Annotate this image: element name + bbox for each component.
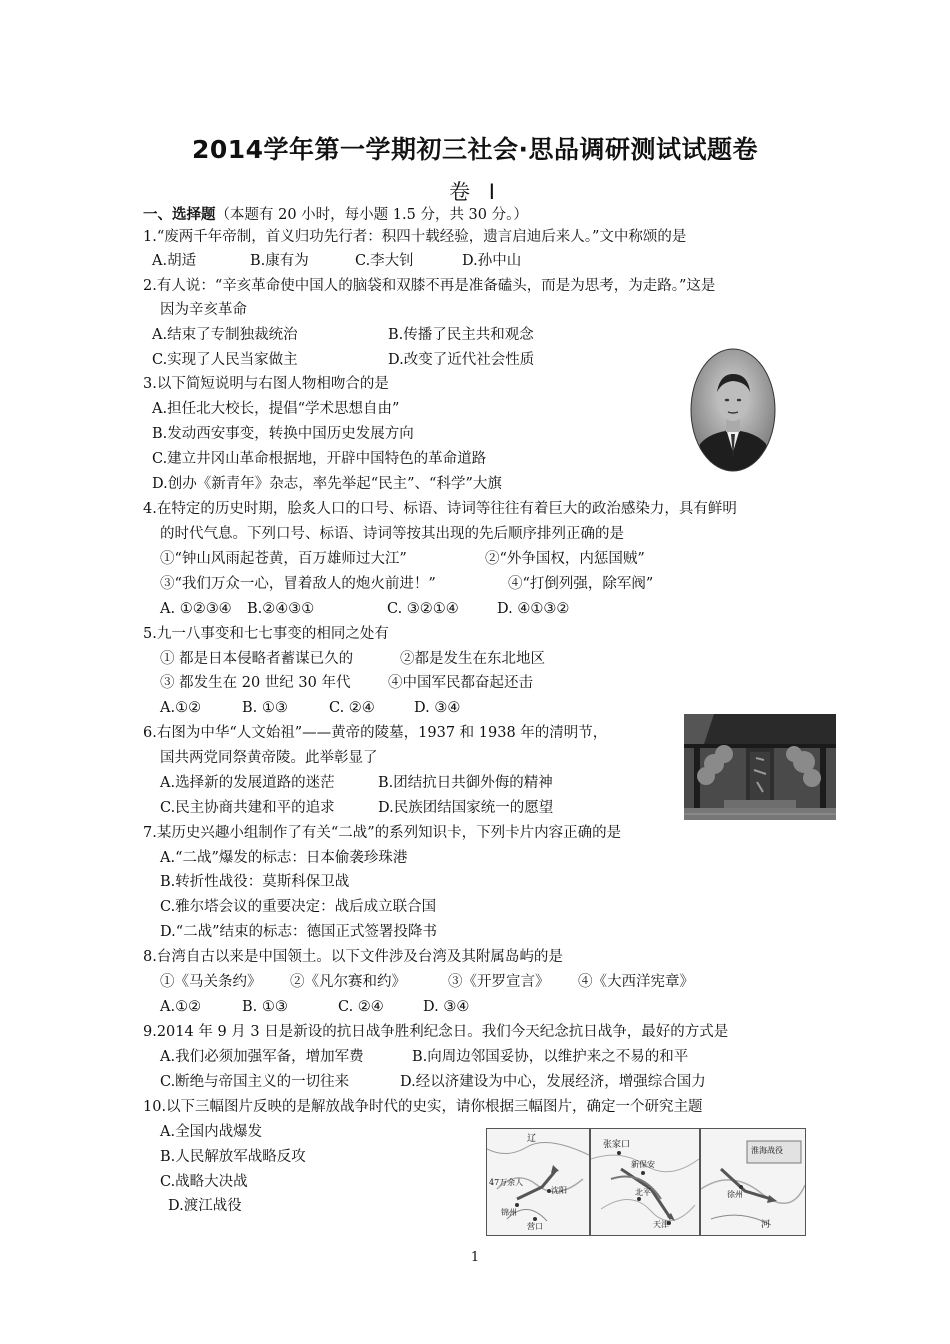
q4-item-4: ④“打倒列强，除军阀” <box>508 576 654 592</box>
q4-options <box>160 598 569 620</box>
map1-label-d: 锦州 <box>501 1208 517 1217</box>
q4-item-1: ①“钟山风雨起苍黄，百万雄师过大江” <box>160 551 407 567</box>
q8-item-1: ①《马关条约》 <box>160 974 262 990</box>
q4-item-3: ③“我们万众一心，冒着敌人的炮火前进！” <box>160 576 436 592</box>
q9-stem: 9.2014 年 9 月 3 日是新设的抗日战争胜利纪念日。我们今天纪念抗日战争，最好的方式是 <box>143 1024 729 1040</box>
map1-label-b: 沈阳 <box>551 1186 567 1195</box>
q5-stem: 5.九一八事变和七七事变的相同之处有 <box>143 626 389 642</box>
q10-option-d: D.渡江战役 <box>168 1198 242 1214</box>
q5-option-a: A.①② <box>160 700 202 716</box>
q5-item-1: ① 都是日本侵略者蓄谋已久的 <box>160 651 354 667</box>
q4-stem-cont: 的时代气息。下列口号、标语、诗词等按其出现的先后顺序排列正确的是 <box>160 526 624 542</box>
q1-option-a: A.胡适 <box>152 253 197 269</box>
q9-option-c: C.断绝与帝国主义的一切往来 <box>160 1074 350 1090</box>
page-number: 1 <box>470 1250 480 1265</box>
q2-option-a: A.结束了专制独裁统治 <box>152 327 298 343</box>
q3-option-b: B.发动西安事变，转换中国历史发展方向 <box>152 426 414 442</box>
map2-label-b: 新保安 <box>631 1160 655 1169</box>
map1-label-e: 营口 <box>527 1222 543 1231</box>
q10-option-b: B.人民解放军战略反攻 <box>160 1149 306 1165</box>
q2-stem: 2.有人说：“辛亥革命使中国人的脑袋和双膝不再是准备磕头，而是为思考，为走路。”这是 <box>143 278 716 294</box>
q4-item-2: ②“外争国权，内惩国贼” <box>485 551 645 567</box>
q3-option-a: A.担任北大校长，提倡“学术思想自由” <box>152 401 400 417</box>
q8-option-c: C. ②④ <box>338 999 384 1015</box>
q3-stem: 3.以下简短说明与右图人物相吻合的是 <box>143 376 389 392</box>
map3-label-a: 淮海战役 <box>751 1146 783 1155</box>
q5-option-d: D. ③④ <box>414 700 461 716</box>
q6-stem-cont: 国共两党同祭黄帝陵。此举彰显了 <box>160 750 378 766</box>
map2-label-c: 北平 <box>635 1188 651 1197</box>
tomb-image <box>684 714 836 820</box>
q7-option-a: A.“二战”爆发的标志：日本偷袭珍珠港 <box>160 850 408 866</box>
q8-item-2: ②《凡尔赛和约》 <box>290 974 406 990</box>
q8-item-3: ③《开罗宣言》 <box>448 974 550 990</box>
q5-item-2: ②都是发生在东北地区 <box>400 651 545 667</box>
q6-option-b: B.团结抗日共御外侮的精神 <box>378 775 553 791</box>
map1-label-a: 辽 <box>527 1134 537 1144</box>
q1-option-c: C.李大钊 <box>355 253 414 269</box>
q5-item-3: ③ 都发生在 20 世纪 30 年代 <box>160 675 351 691</box>
portrait-image <box>690 348 776 472</box>
q5-option-b: B. ①③ <box>242 700 288 716</box>
q6-option-d: D.民族团结国家统一的愿望 <box>378 800 554 816</box>
map3-label-c: 河 <box>761 1220 771 1230</box>
q7-option-c: C.雅尔塔会议的重要决定：战后成立联合国 <box>160 899 437 915</box>
section-header <box>143 204 528 226</box>
map3-label-b: 徐州 <box>727 1190 743 1199</box>
q2-stem-cont: 因为辛亥革命 <box>160 302 247 318</box>
q4-stem: 4.在特定的历史时期，脍炙人口的口号、标语、诗词等往往有着巨大的政治感染力，具有鲜明 <box>143 501 737 517</box>
q2-option-c: C.实现了人民当家做主 <box>152 352 298 368</box>
q8-items <box>160 971 694 993</box>
q8-option-b: B. ①③ <box>242 999 288 1015</box>
q6-stem: 6.右图为中华“人文始祖”——黄帝的陵墓，1937 和 1938 年的清明节， <box>143 725 608 741</box>
q10-stem: 10.以下三幅图片反映的是解放战争时代的史实，请你根据三幅图片，确定一个研究主题 <box>143 1099 703 1115</box>
q8-option-a: A.①② <box>160 999 202 1015</box>
huangdi-tomb-photo <box>684 714 836 820</box>
q9-option-a: A.我们必须加强军备，增加军费 <box>160 1049 364 1065</box>
map2-label-d: 天津 <box>653 1220 669 1229</box>
map-liaoshen <box>486 1128 590 1236</box>
q2-option-d: D.改变了近代社会性质 <box>388 352 535 368</box>
portrait-photo <box>690 348 776 472</box>
map2-label-a: 张家口 <box>603 1140 631 1150</box>
page-subtitle: 卷 Ⅰ <box>449 180 501 204</box>
q6-option-a: A.选择新的发展道路的迷茫 <box>160 775 335 791</box>
q9-option-d: D.经以济建设为中心，发展经济，增强综合国力 <box>400 1074 706 1090</box>
q9-option-b: B.向周边邻国妥协，以维护来之不易的和平 <box>412 1049 689 1065</box>
q5-item-4: ④中国军民都奋起还击 <box>388 675 533 691</box>
q7-stem: 7.某历史兴趣小组制作了有关“二战”的系列知识卡，下列卡片内容正确的是 <box>143 825 622 841</box>
q3-option-d: D.创办《新青年》杂志，率先举起“民主”、“科学”大旗 <box>152 476 502 492</box>
q2-option-b: B.传播了民主共和观念 <box>388 327 534 343</box>
q4-option-a: A. ①②③④ <box>160 601 232 617</box>
q3-option-c: C.建立井冈山革命根据地，开辟中国特色的革命道路 <box>152 451 487 467</box>
map1-label-c: 47万余人 <box>489 1178 524 1187</box>
section-heading: 一、选择题 <box>143 207 216 223</box>
q5-options <box>160 697 460 719</box>
q1-option-b: B.康有为 <box>250 253 309 269</box>
q1-options <box>152 250 521 272</box>
map-huaihai <box>700 1128 806 1236</box>
map-pingjin <box>590 1128 700 1236</box>
q4-option-b: B.②④③① <box>247 601 315 617</box>
q5-option-c: C. ②④ <box>329 700 375 716</box>
q1-stem: 1.“废两千年帝制，首义归功先行者：积四十载经验，遗言启迪后来人。”文中称颂的是 <box>143 229 687 245</box>
q10-option-c: C.战略大决战 <box>160 1174 248 1190</box>
q6-option-c: C.民主协商共建和平的追求 <box>160 800 335 816</box>
q4-option-d: D. ④①③② <box>497 601 570 617</box>
q8-options <box>160 996 469 1018</box>
q1-option-d: D.孙中山 <box>462 253 522 269</box>
q4-option-c: C. ③②①④ <box>387 601 459 617</box>
page-title: 2014学年第一学期初三社会·思品调研测试试题卷 <box>191 135 759 164</box>
q8-stem: 8.台湾自古以来是中国领土。以下文件涉及台湾及其附属岛屿的是 <box>143 949 563 965</box>
q7-option-d: D.“二战”结束的标志：德国正式签署投降书 <box>160 924 438 940</box>
q8-option-d: D. ③④ <box>423 999 470 1015</box>
section-note: （本题有 20 小时，每小题 1.5 分，共 30 分。） <box>215 207 528 223</box>
q8-item-4: ④《大西洋宪章》 <box>578 974 694 990</box>
q7-option-b: B.转折性战役：莫斯科保卫战 <box>160 874 350 890</box>
q10-option-a: A.全国内战爆发 <box>160 1124 263 1140</box>
